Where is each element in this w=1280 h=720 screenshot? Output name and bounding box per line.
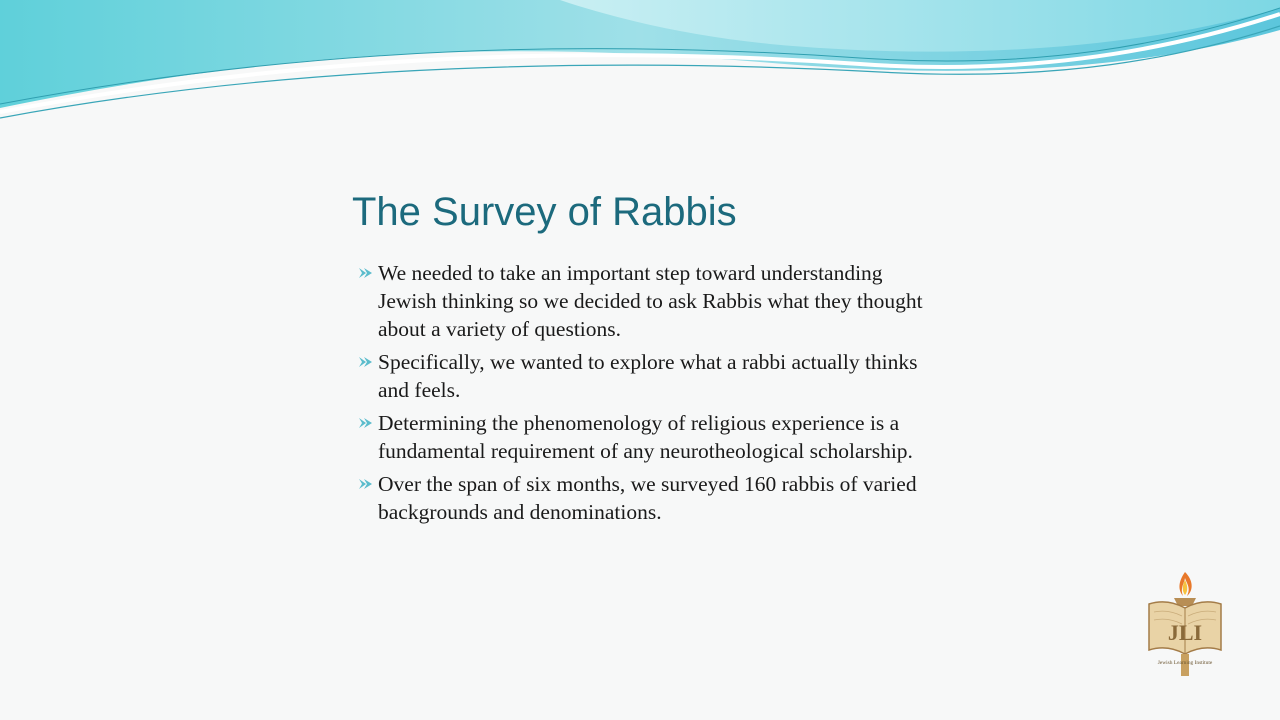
bullet-item bbox=[358, 470, 938, 526]
bullet-text: Determining the phenomenology of religious experience is a fundamental requirement of any neurotheological scholarship. bbox=[378, 411, 913, 463]
arrow-bullet-icon bbox=[358, 416, 373, 430]
bullet-item bbox=[358, 409, 938, 465]
logo-caption: Jewish Learning Institute bbox=[1157, 660, 1213, 666]
bullet-item bbox=[358, 348, 938, 404]
bullet-text: Specifically, we wanted to explore what a rabbi actually thinks and feels. bbox=[378, 350, 918, 402]
arrow-bullet-icon bbox=[358, 266, 373, 280]
bullet-text: We needed to take an important step toward understanding Jewish thinking so we decided to ask Rabbis what they thought about a variety of questions. bbox=[378, 261, 923, 341]
logo-letters: JLI bbox=[1167, 620, 1203, 645]
jli-torch-logo bbox=[1144, 568, 1226, 680]
slide-title: The Survey of Rabbis bbox=[352, 190, 737, 234]
header-wave-decoration bbox=[0, 0, 1280, 130]
bullet-item bbox=[358, 259, 938, 343]
bullet-list bbox=[358, 259, 938, 531]
arrow-bullet-icon bbox=[358, 355, 373, 369]
arrow-bullet-icon bbox=[358, 477, 373, 491]
bullet-text: Over the span of six months, we surveyed 160 rabbis of varied backgrounds and denominations. bbox=[378, 472, 917, 524]
